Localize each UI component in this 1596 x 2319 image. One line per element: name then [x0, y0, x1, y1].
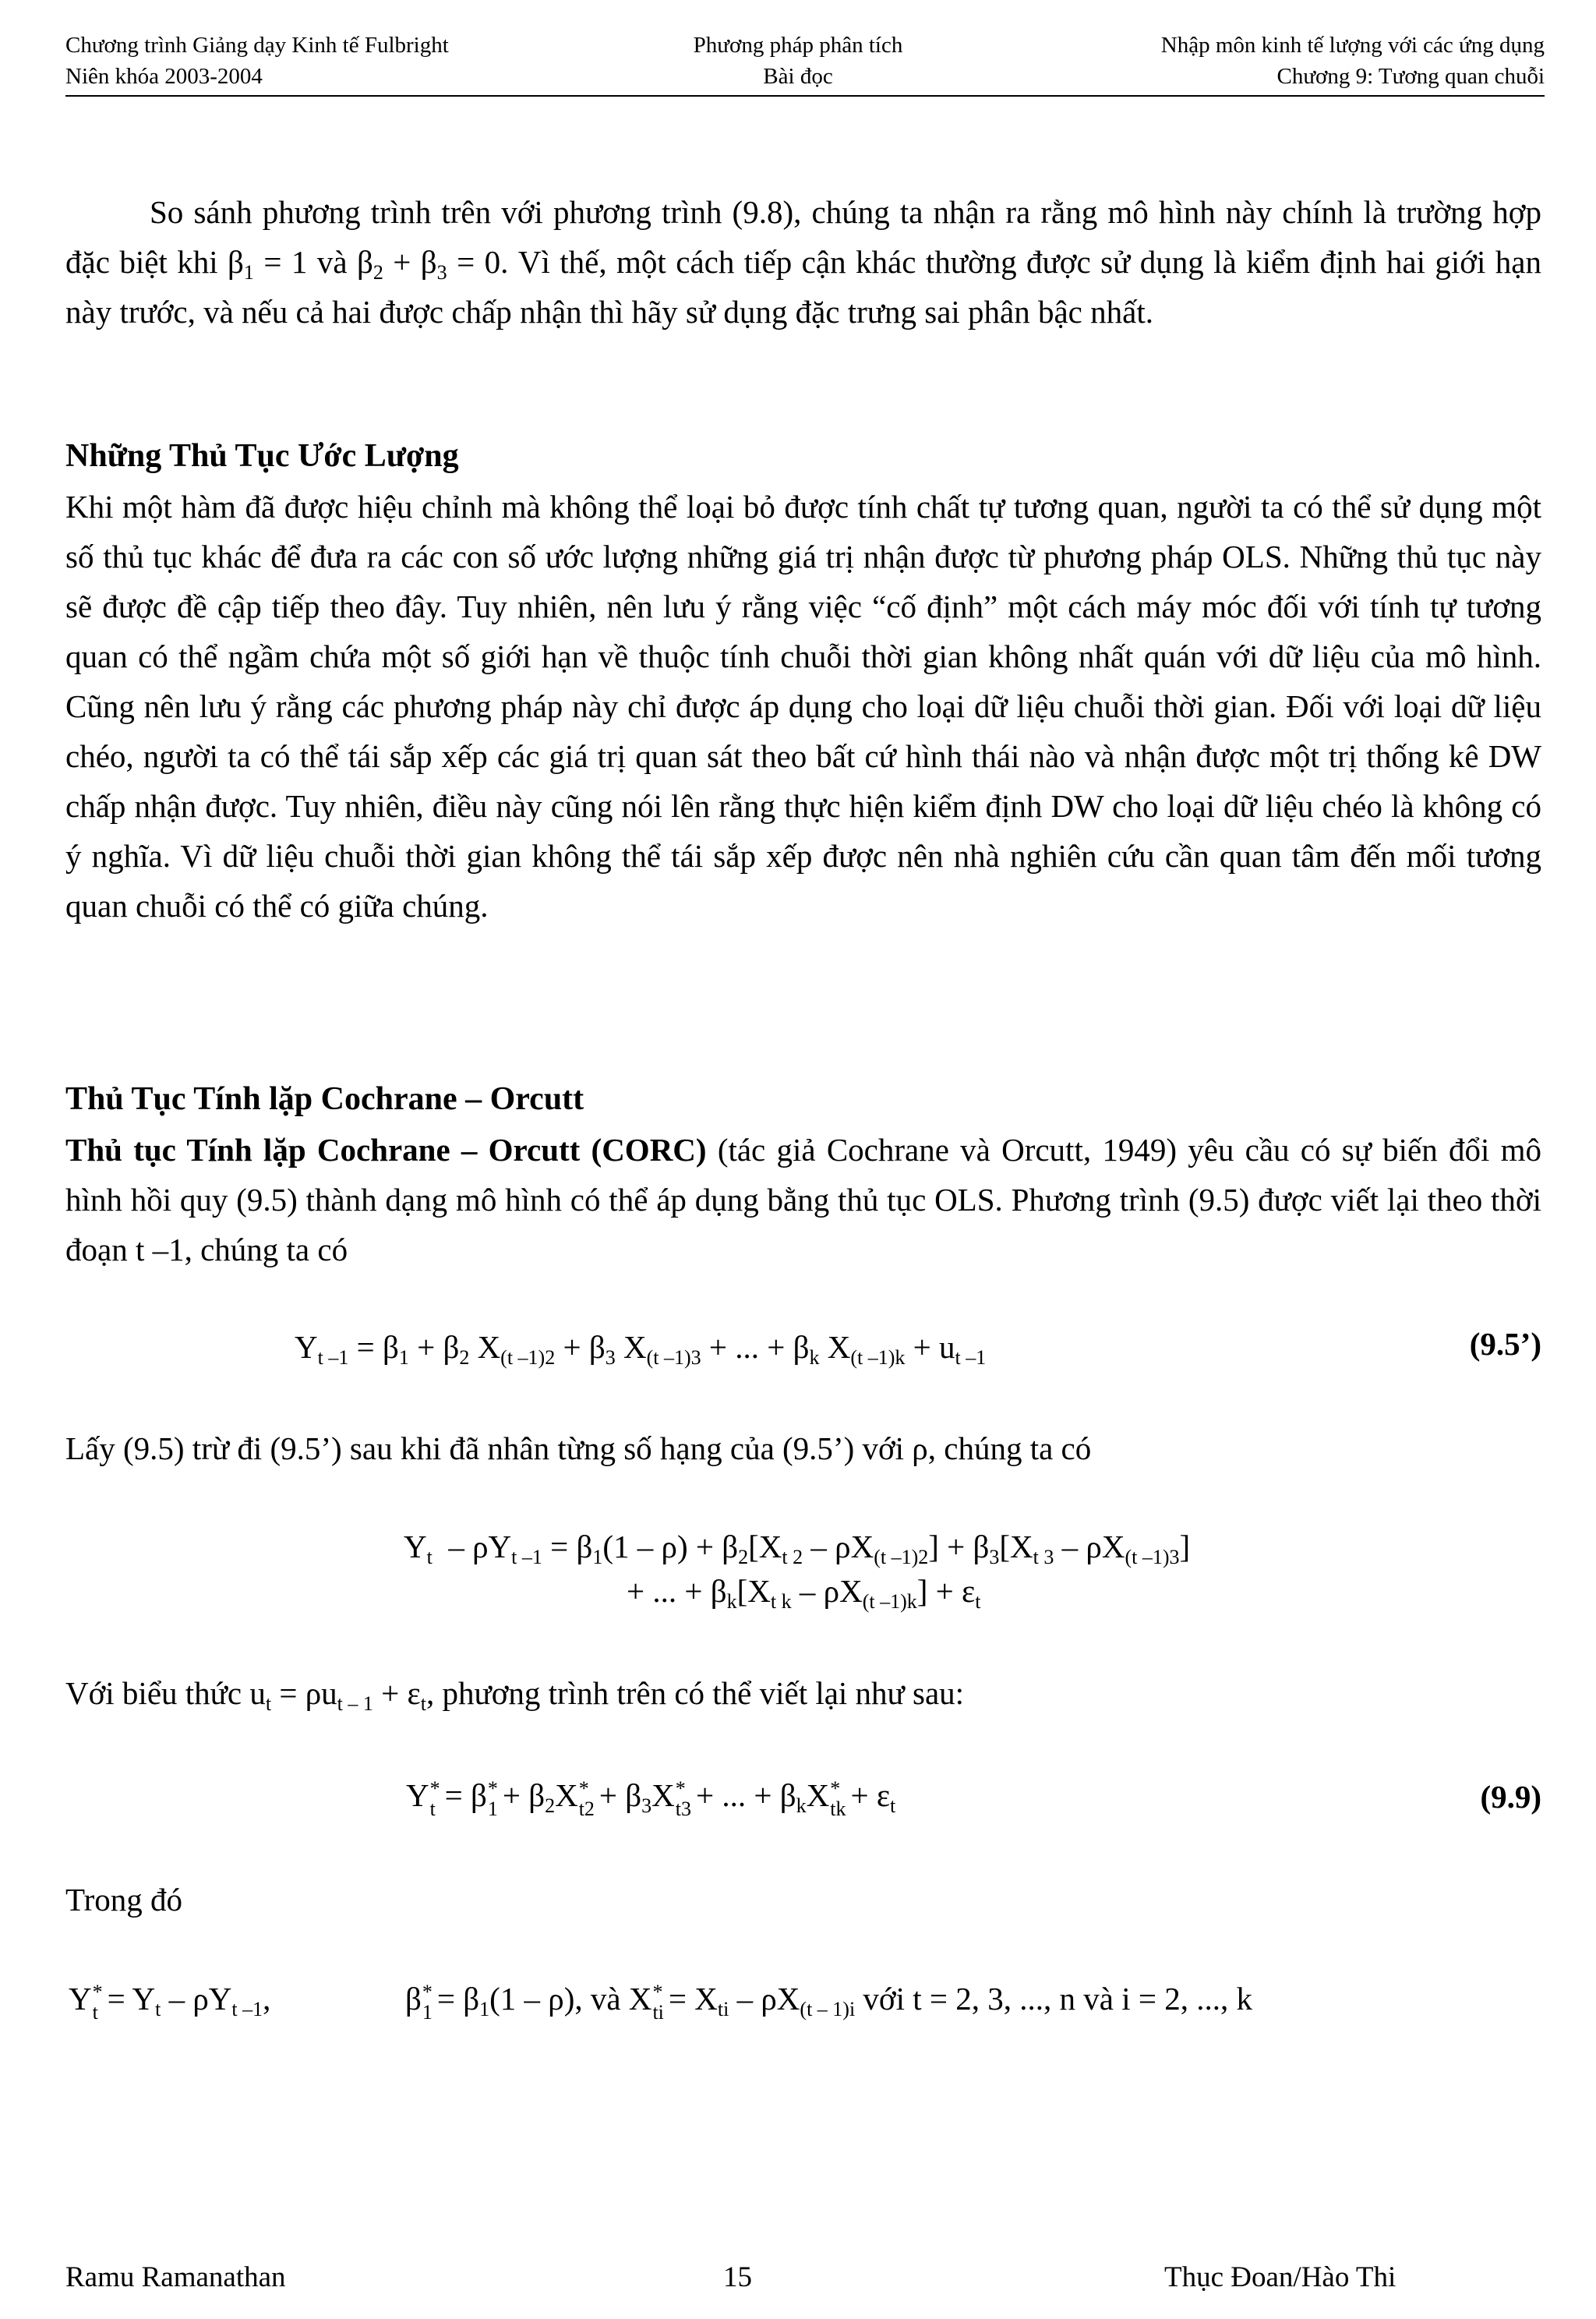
- footer-translators: Thục Đoan/Hào Thi: [1164, 2261, 1396, 2293]
- paragraph-subtract: Lấy (9.5) trừ đi (9.5’) sau khi đã nhân từng số hạng của (9.5’) với ρ, chúng ta có: [65, 1430, 1092, 1466]
- paragraph-intro: So sánh phương trình trên với phương trình (9.8), chúng ta nhận ra rằng mô hình này chính là trường hợp đặc biệt khi $\beta_1 = 1$ và $\beta_2 + \beta_3 = 0$. Vì thế, một cách tiếp cận khác thường được sử dụng là kiểm định hai giới hạn này trước, và nếu cả hai được chấp nhận thì hãy sử dụng đặc trưng sai phân bậc nhất.: [65, 194, 1541, 330]
- paragraph-where: Trong đó: [65, 1882, 183, 1918]
- equation-transformed-line1: $Y_t - \rho Y_{t -1} = \beta_1(1 - \rho) + \beta_2[X_{t 2} - \rho X_{(t -1)2}] + \beta_3[X_{t 3} - \rho X_{(t -1)3}]$: [404, 1529, 1191, 1568]
- header-divider: [65, 95, 1545, 97]
- equation-definition-y: Y * t = $Y_t - \rho Y_{t -1}$,: [69, 1980, 271, 2024]
- equation-transformed-line2: + ... + $\beta_k[X_{t k} - \rho X_{(t -1)k}] + \varepsilon_t$: [627, 1573, 981, 1613]
- section-heading-estimation: Những Thủ Tục Ước Lượng: [65, 438, 459, 474]
- equation-9-5-prime: $Y_{t -1} = \beta_1 + \beta_2$ $X_{(t -1)2} + \beta_3$ $X_{(t -1)3}$ + ... + $\beta_k$ $X_{(t -1)k} + u_{t -1}$: [295, 1329, 987, 1369]
- footer-page-number: 15: [723, 2261, 752, 2293]
- header-course: Phương pháp phân tích: [693, 33, 903, 58]
- header-chapter: Chương 9: Tương quan chuỗi: [1276, 64, 1545, 89]
- equation-number-9-5-prime: (9.5’): [1469, 1326, 1541, 1362]
- paragraph-rewrite: Với biểu thức $u_t = \rho u_{t - 1} + \varepsilon_t$, phương trình trên có thể viết lại như sau:: [65, 1675, 965, 1715]
- section-heading-corc: Thủ Tục Tính lặp Cochrane – Orcutt: [65, 1081, 584, 1117]
- header-year: Niên khóa 2003-2004: [65, 64, 263, 89]
- equation-definition-beta-x: β * 1 = $\beta_1(1 - \rho)$, và X * ti = $X_{ti} - \rho X_{(t - 1)i}$ với t = 2, 3, ..., n và i = 2, ..., k: [405, 1980, 1252, 2024]
- header-right: [1161, 30, 1545, 92]
- paragraph-corc: Thủ tục Tính lặp Cochrane – Orcutt (CORC) (tác giả Cochrane và Orcutt, 1949) yêu cầu có sự biến đổi mô hình hồi quy (9.5) thành dạng mô hình có thể áp dụng bằng thủ tục OLS. Phương trình (9.5) được viết lại theo thời đoạn t –1, chúng ta có: [65, 1132, 1542, 1267]
- header-program: Chương trình Giảng dạy Kinh tế Fulbright: [65, 33, 449, 58]
- header-book-title: Nhập môn kinh tế lượng với các ứng dụng: [1160, 33, 1545, 58]
- equation-9-9: Y * t = β * 1 + $\beta_2X$ * t2 + $\beta_3X$ * t3 + ... + $\beta_kX$ * tk + $\varepsilon_t$: [406, 1776, 896, 1820]
- header-doc-type: Bài đọc: [763, 64, 833, 89]
- footer-author: Ramu Ramanathan: [65, 2261, 286, 2293]
- paragraph-estimation-procedures: Khi một hàm đã được hiệu chỉnh mà không thể loại bỏ được tính chất tự tương quan, người ta có thể sử dụng một số thủ tục khác để đưa ra các con số ước lượng những giá trị nhận được từ phương pháp OLS. Những thủ tục này sẽ được đề cập tiếp theo đây. Tuy nhiên, nên lưu ý rằng việc “cố định” một cách máy móc đối với tính tự tương quan có thể ngầm chứa một số giới hạn về thuộc tính chuỗi thời gian không nhất quán với dữ liệu của mô hình. Cũng nên lưu ý rằng các phương pháp này chỉ được áp dụng cho loại dữ liệu chuỗi thời gian. Đối với loại dữ liệu chéo, người ta có thể tái sắp xếp các giá trị quan sát theo bất cứ hình thái nào và nhận được một trị thống kê DW chấp nhận được. Tuy nhiên, điều này cũng nói lên rằng thực hiện kiểm định DW cho loại dữ liệu chéo là không có ý nghĩa. Vì dữ liệu chuỗi thời gian không thể tái sắp xếp được nên nhà nghiên cứu cần quan tâm đến mối tương quan chuỗi có thể có giữa chúng.: [65, 489, 1541, 924]
- equation-number-9-9: (9.9): [1480, 1779, 1541, 1815]
